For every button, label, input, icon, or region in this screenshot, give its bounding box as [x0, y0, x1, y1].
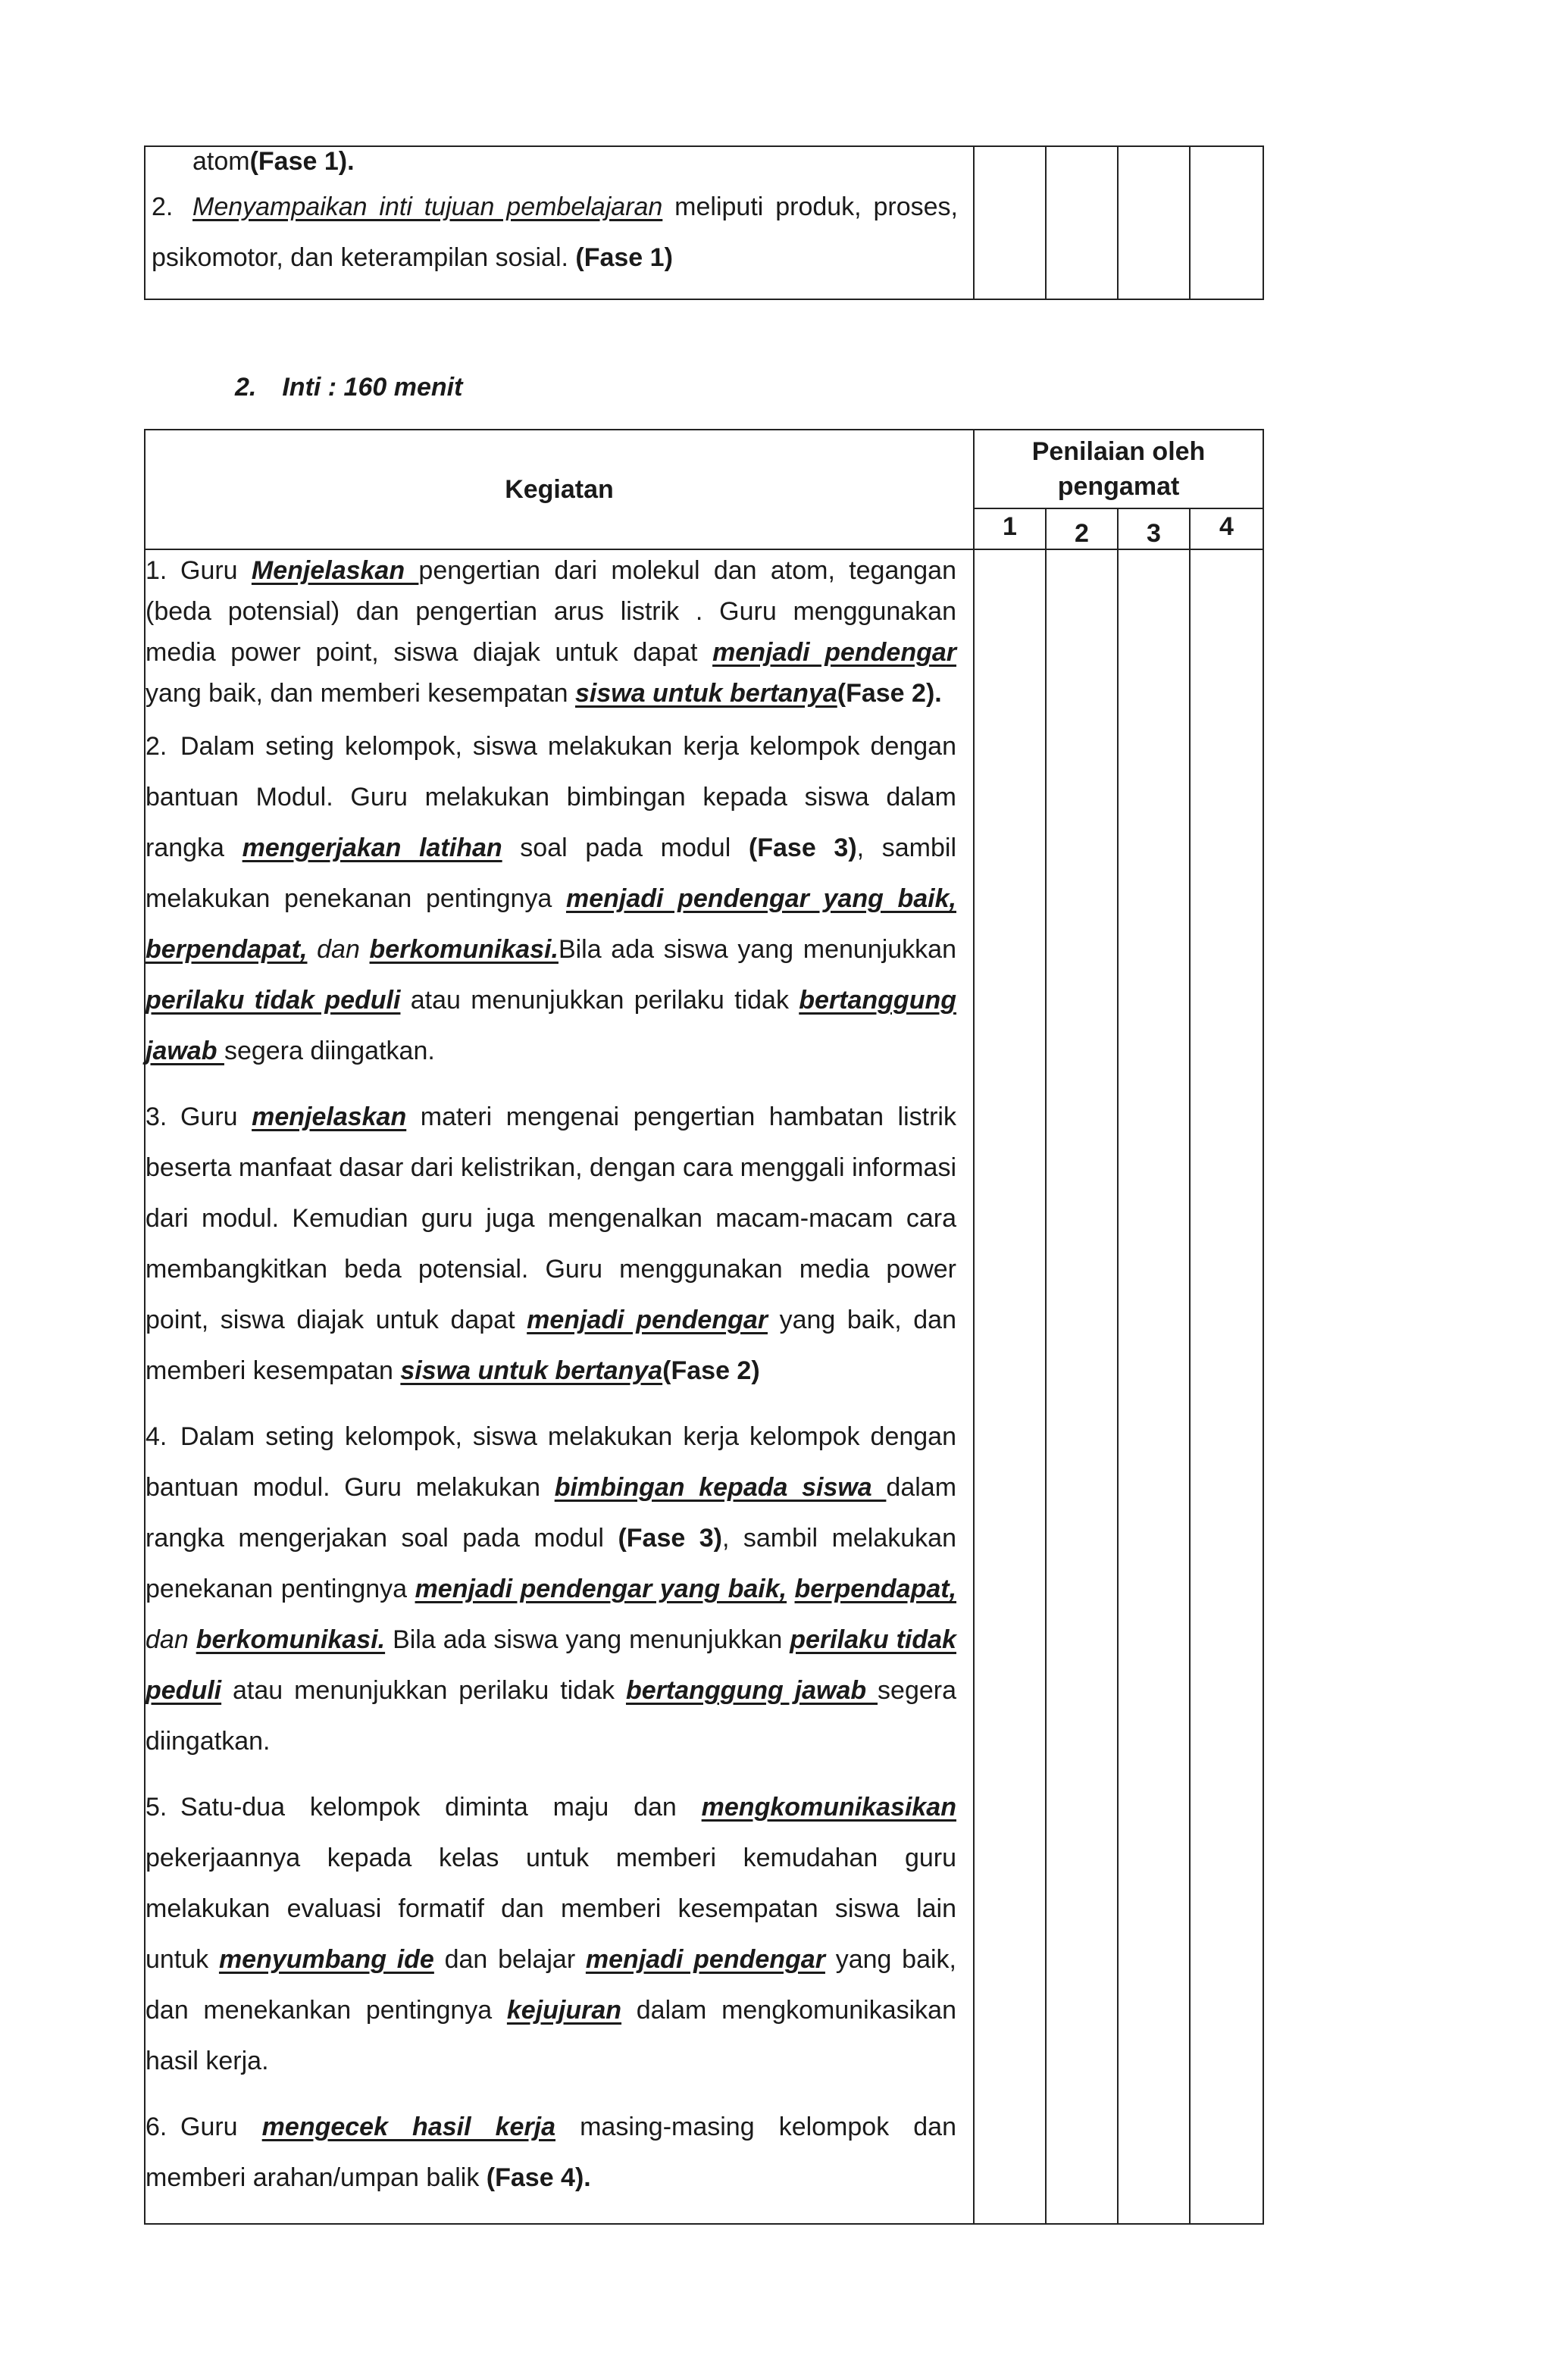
table-kegiatan-inti [144, 429, 1264, 2225]
score-cell[interactable] [1190, 549, 1263, 2224]
score-cell[interactable] [1118, 146, 1190, 299]
score-cell[interactable] [974, 549, 1046, 2224]
table-pendahuluan-continuation [144, 145, 1264, 300]
score-cell[interactable] [1046, 549, 1118, 2224]
list-item: 2. Dalam seting kelompok, siswa melakukan kerja kelompok dengan bantuan Modul. Guru melakukan bimbingan kepada siswa dalam rangka mengerjakan latihan soal pada modul (Fase 3), sambil melakukan penekanan pentingnya menjadi pendengar yang baik, berpendapat, dan berkomunikasi.Bila ada siswa yang menunjukkan perilaku tidak peduli atau menunjukkan perilaku tidak bertanggung jawab segera diingatkan. [146, 732, 957, 1065]
score-cell[interactable] [1118, 549, 1190, 2224]
list-item: 5. Satu-dua kelompok diminta maju dan mengkomunikasikan pekerjaannya kepada kelas untuk memberi kemudahan guru melakukan evaluasi formatif dan memberi kesempatan siswa lain untuk menyumbang ide dan belajar menjadi pendengar yang baik, dan menekankan pentingnya kejujuran dalam mengkomunikasikan hasil kerja. [146, 1793, 957, 2075]
continuation-text: atom(Fase 1). [192, 147, 355, 176]
column-header-kegiatan: Kegiatan [145, 430, 974, 549]
score-cell[interactable] [974, 146, 1046, 299]
score-header-2: 2 [1046, 508, 1118, 549]
section-heading-inti: 2. Inti : 160 menit [235, 373, 463, 402]
list-item: 6. Guru mengecek hasil kerja masing-masing kelompok dan memberi arahan/umpan balik (Fase 4). [146, 2113, 956, 2192]
list-item: 2. Menyampaikan inti tujuan pembelajaran meliputi produk, proses, psikomotor, dan keterampilan sosial. (Fase 1) [152, 192, 958, 272]
score-header-3: 3 [1118, 508, 1190, 549]
score-cell[interactable] [1046, 146, 1118, 299]
score-header-4: 4 [1190, 508, 1263, 549]
list-item: 3. Guru menjelaskan materi mengenai pengertian hambatan listrik beserta manfaat dasar dari kelistrikan, dengan cara menggali informasi dari modul. Kemudian guru juga mengenalkan macam-macam cara membangkitkan beda potensial. Guru menggunakan media power point, siswa diajak untuk dapat menjadi pendengar yang baik, dan memberi kesempatan siswa untuk bertanya(Fase 2) [146, 1102, 956, 1385]
score-header-1: 1 [974, 508, 1046, 549]
list-item: 1. Guru Menjelaskan pengertian dari molekul dan atom, tegangan (beda potensial) dan pengertian arus listrik . Guru menggunakan media power point, siswa diajak untuk dapat menjadi pendengar yang baik, dan memberi kesempatan siswa untuk bertanya(Fase 2). [146, 556, 956, 708]
activity-cell [145, 146, 974, 299]
kegiatan-list-cell [145, 549, 974, 2224]
column-header-penilaian: Penilaian oleh pengamat [974, 430, 1263, 508]
score-cell[interactable] [1190, 146, 1263, 299]
list-item: 4. Dalam seting kelompok, siswa melakukan kerja kelompok dengan bantuan modul. Guru melakukan bimbingan kepada siswa dalam rangka mengerjakan soal pada modul (Fase 3), sambil melakukan penekanan pentingnya menjadi pendengar yang baik, berpendapat, dan berkomunikasi. Bila ada siswa yang menunjukkan perilaku tidak peduli atau menunjukkan perilaku tidak bertanggung jawab segera diingatkan. [146, 1422, 957, 1756]
